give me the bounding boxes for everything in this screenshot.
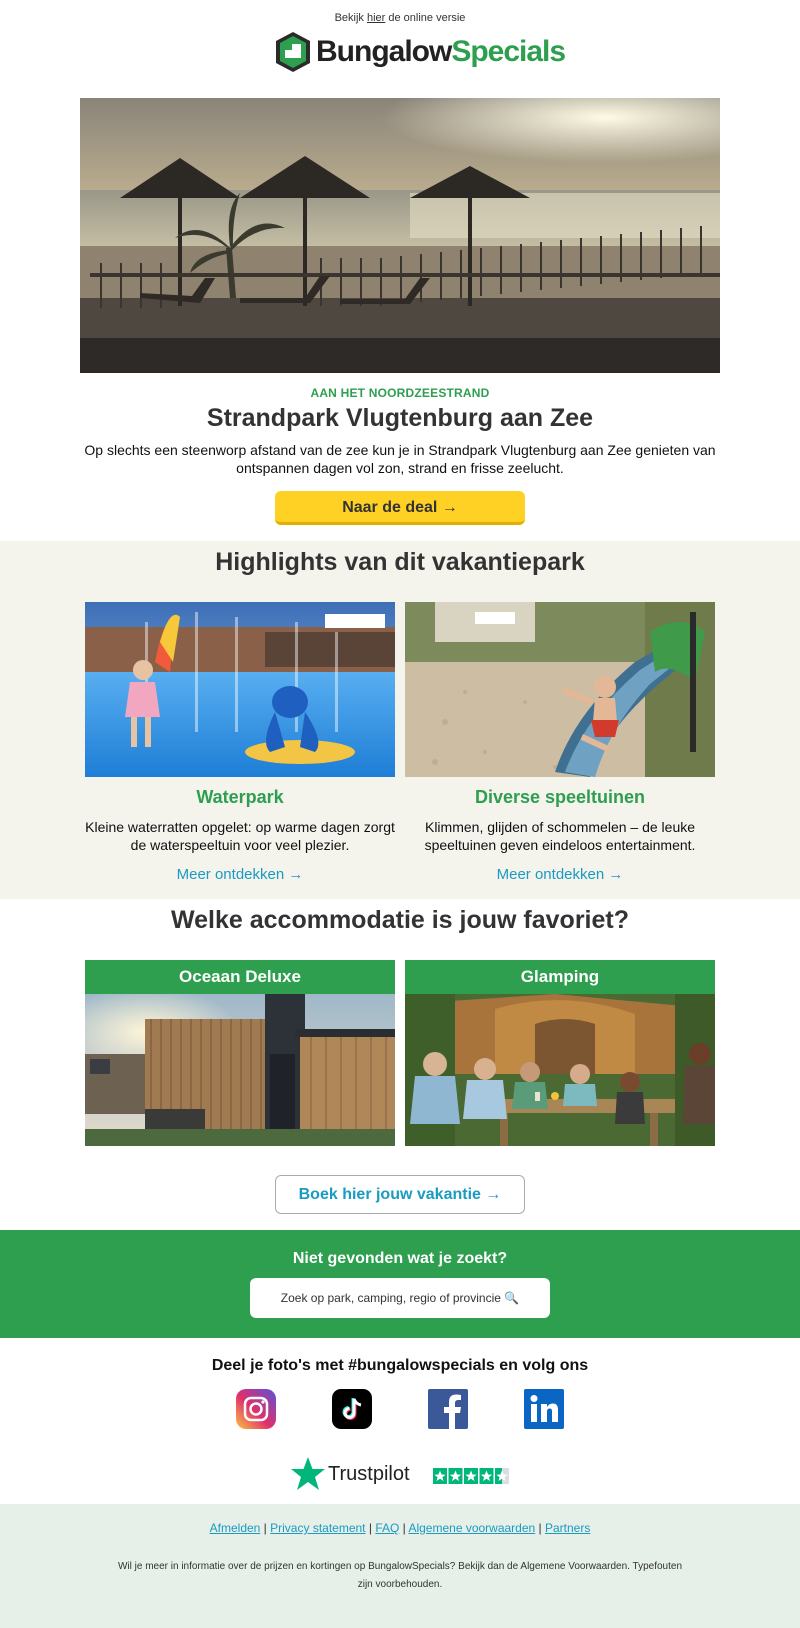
footer-link-partners[interactable]: Partners bbox=[545, 1521, 591, 1535]
footer-links: Afmelden | Privacy statement | FAQ | Algemene voorwaarden | Partners bbox=[209, 1521, 591, 1535]
online-version-link[interactable]: hier bbox=[366, 12, 386, 24]
park-description: Op slechts een steenworp afstand van de zee kun je in Strandpark Vlugtenburg aan Zee genieten van ontspannen dagen vol zon, strand en frisse zeelucht. bbox=[84, 442, 716, 476]
hero-image[interactable] bbox=[80, 98, 720, 373]
brand-logo[interactable] bbox=[274, 30, 566, 74]
beach-sunset-image bbox=[80, 98, 720, 373]
search-input[interactable]: Zoek op park, camping, regio of provincie 🔍 bbox=[250, 1278, 550, 1318]
logo-mark-icon bbox=[274, 31, 312, 73]
glamping-image[interactable] bbox=[405, 994, 715, 1146]
footer-link-faq[interactable]: FAQ bbox=[375, 1521, 400, 1535]
hero-eyebrow: AAN HET NOORDZEESTRAND bbox=[310, 386, 490, 400]
playground-description: Klimmen, glijden of schommelen – de leuke speeltuinen geven eindeloos entertainment. bbox=[424, 819, 696, 853]
waterpark-image[interactable] bbox=[85, 602, 395, 777]
tiktok-icon[interactable] bbox=[332, 1389, 372, 1429]
trustpilot-rating[interactable] bbox=[290, 1456, 510, 1492]
playground-photo bbox=[405, 602, 715, 777]
playground-title: Diverse speeltuinen bbox=[474, 787, 646, 807]
oceaan-deluxe-title[interactable]: Oceaan Deluxe bbox=[85, 960, 395, 994]
social-title: Deel je foto's met #bungalowspecials en volg ons bbox=[211, 1357, 589, 1374]
deal-button[interactable]: Naar de deal → bbox=[275, 491, 525, 525]
footer-link-afmelden[interactable]: Afmelden bbox=[209, 1521, 261, 1535]
playground-image[interactable] bbox=[405, 602, 715, 777]
logo-wordmark: BungalowSpecials bbox=[316, 35, 566, 68]
playground-more-link[interactable]: Meer ontdekken → bbox=[496, 866, 624, 883]
online-version-line bbox=[0, 12, 800, 24]
oceaan-deluxe-photo bbox=[85, 994, 395, 1146]
search-title: Niet gevonden wat je zoekt? bbox=[292, 1250, 508, 1267]
highlights-title: Highlights van dit vakantiepark bbox=[215, 548, 585, 576]
online-version-suffix: de online versie bbox=[385, 12, 466, 24]
waterpark-title: Waterpark bbox=[196, 787, 284, 807]
waterpark-more-link[interactable]: Meer ontdekken → bbox=[176, 866, 304, 883]
footer-link-voorwaarden[interactable]: Algemene voorwaarden bbox=[408, 1521, 536, 1535]
trustpilot-label: Trustpilot bbox=[328, 1463, 410, 1485]
accommodation-title: Welke accommodatie is jouw favoriet? bbox=[170, 906, 629, 934]
instagram-icon[interactable] bbox=[236, 1389, 276, 1429]
waterpark-description: Kleine waterratten opgelet: op warme dagen zorgt de waterspeeltuin voor veel plezier. bbox=[85, 819, 395, 853]
footer-note: Wil je meer in informatie over de prijzen en kortingen op BungalowSpecials? Bekijk dan de Algemene Voorwaarden. Typefouten zijn voorbehouden. bbox=[117, 1561, 683, 1590]
trustpilot-stars-icon bbox=[433, 1468, 509, 1484]
online-version-prefix: Bekijk bbox=[334, 12, 367, 24]
trustpilot-star-icon bbox=[290, 1456, 326, 1492]
waterpark-photo bbox=[85, 602, 395, 777]
park-title: Strandpark Vlugtenburg aan Zee bbox=[206, 404, 594, 432]
glamping-photo bbox=[405, 994, 715, 1146]
footer-link-privacy[interactable]: Privacy statement bbox=[270, 1521, 366, 1535]
glamping-title[interactable]: Glamping bbox=[405, 960, 715, 994]
facebook-icon[interactable] bbox=[428, 1389, 468, 1429]
book-vacation-button[interactable]: Boek hier jouw vakantie → bbox=[275, 1175, 525, 1214]
linkedin-icon[interactable] bbox=[524, 1389, 564, 1429]
oceaan-deluxe-image[interactable] bbox=[85, 994, 395, 1146]
